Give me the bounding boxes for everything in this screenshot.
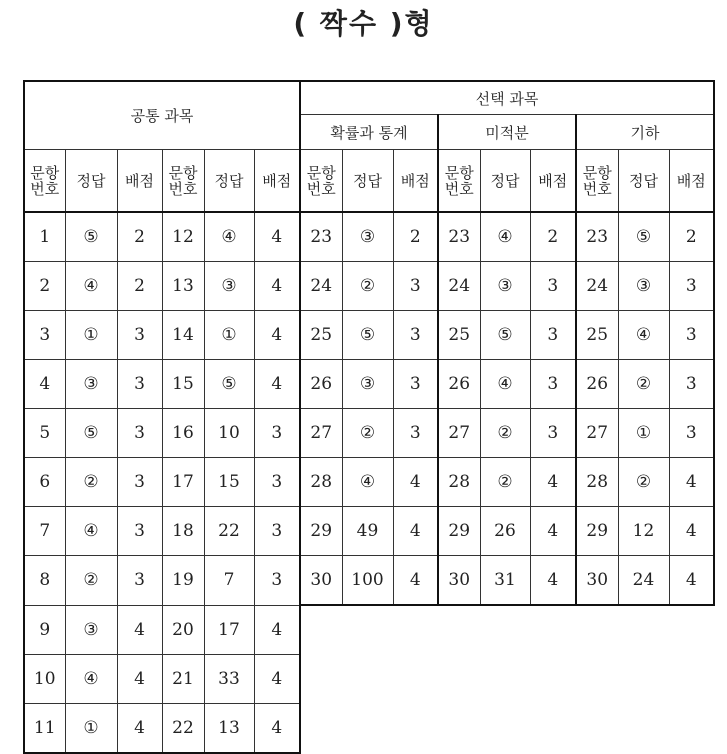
- common-answer-cell: 33: [204, 654, 254, 703]
- common-answer-cell: ④: [65, 262, 117, 311]
- elective-answer-cell: ④: [618, 311, 669, 360]
- elective-answer-cell: ③: [618, 262, 669, 311]
- common-number-cell: 7: [24, 507, 65, 556]
- common-points-cell: 3: [254, 556, 300, 606]
- table-row: [24, 311, 714, 360]
- elective-answer-cell: ④: [480, 360, 530, 409]
- empty-cell: [393, 654, 438, 703]
- column-header-answer: 정답: [342, 150, 393, 213]
- common-points-cell: 4: [254, 654, 300, 703]
- common-answer-cell: ①: [65, 703, 117, 753]
- elective-answer-cell: ②: [618, 458, 669, 507]
- common-number-cell: 18: [162, 507, 204, 556]
- elective-number-cell: 29: [576, 507, 618, 556]
- common-number-cell: 10: [24, 654, 65, 703]
- elective-answer-cell: ②: [342, 262, 393, 311]
- common-number-cell: 22: [162, 703, 204, 753]
- common-points-cell: 4: [117, 654, 162, 703]
- empty-cell: [669, 703, 714, 753]
- common-points-cell: 3: [254, 409, 300, 458]
- elective-answer-cell: ②: [480, 409, 530, 458]
- elective-points-cell: 2: [393, 212, 438, 262]
- empty-cell: [393, 605, 438, 654]
- common-answer-cell: ②: [65, 556, 117, 606]
- elective-answer-cell: 12: [618, 507, 669, 556]
- column-header-number: 문항 번호: [162, 150, 204, 213]
- elective-points-cell: 3: [669, 360, 714, 409]
- empty-cell: [393, 703, 438, 753]
- common-answer-cell: ①: [65, 311, 117, 360]
- elective-number-cell: 30: [300, 556, 342, 606]
- elective-points-cell: 3: [393, 262, 438, 311]
- common-answer-cell: ⑤: [65, 409, 117, 458]
- elective-number-cell: 27: [438, 409, 480, 458]
- common-points-cell: 4: [254, 311, 300, 360]
- column-header-number: 문항 번호: [438, 150, 480, 213]
- common-points-cell: 2: [117, 262, 162, 311]
- elective-number-cell: 28: [576, 458, 618, 507]
- table-row: [24, 360, 714, 409]
- elective-points-cell: 4: [530, 556, 576, 606]
- column-header-answer: 정답: [65, 150, 117, 213]
- common-number-cell: 13: [162, 262, 204, 311]
- common-number-cell: 3: [24, 311, 65, 360]
- empty-cell: [300, 703, 342, 753]
- common-answer-cell: ④: [65, 654, 117, 703]
- common-number-cell: 9: [24, 605, 65, 654]
- common-points-cell: 3: [117, 458, 162, 507]
- elective-points-cell: 4: [393, 556, 438, 606]
- common-number-cell: 2: [24, 262, 65, 311]
- common-number-cell: 20: [162, 605, 204, 654]
- elective-number-cell: 28: [300, 458, 342, 507]
- empty-cell: [618, 654, 669, 703]
- common-answer-cell: 7: [204, 556, 254, 606]
- elective-number-cell: 30: [438, 556, 480, 606]
- column-header-points: 배점: [530, 150, 576, 213]
- elective-number-cell: 30: [576, 556, 618, 606]
- elective-number-cell: 24: [576, 262, 618, 311]
- common-points-cell: 2: [117, 212, 162, 262]
- column-header-answer: 정답: [204, 150, 254, 213]
- common-answer-cell: ③: [65, 605, 117, 654]
- common-points-cell: 3: [117, 360, 162, 409]
- elective-number-cell: 29: [438, 507, 480, 556]
- empty-cell: [618, 605, 669, 654]
- table-row: [24, 703, 714, 753]
- elective-number-cell: 27: [576, 409, 618, 458]
- common-points-cell: 4: [117, 605, 162, 654]
- elective-subject-header: 선택 과목: [300, 81, 714, 115]
- elective-answer-cell: 24: [618, 556, 669, 606]
- elective-answer-cell: ③: [342, 212, 393, 262]
- column-header-points: 배점: [669, 150, 714, 213]
- common-answer-cell: 10: [204, 409, 254, 458]
- elective-answer-cell: ③: [342, 360, 393, 409]
- table-row: [24, 507, 714, 556]
- common-number-cell: 12: [162, 212, 204, 262]
- elective-answer-cell: ②: [618, 360, 669, 409]
- elective-points-cell: 3: [393, 360, 438, 409]
- common-answer-cell: ③: [65, 360, 117, 409]
- elective-number-cell: 29: [300, 507, 342, 556]
- elective-number-cell: 28: [438, 458, 480, 507]
- common-answer-cell: ④: [204, 212, 254, 262]
- empty-cell: [300, 654, 342, 703]
- column-header-answer: 정답: [480, 150, 530, 213]
- subject-header-geometry: 기하: [576, 115, 714, 150]
- elective-points-cell: 4: [669, 507, 714, 556]
- column-header-number: 문항 번호: [300, 150, 342, 213]
- answer-key-table: [23, 80, 715, 754]
- elective-answer-cell: 100: [342, 556, 393, 606]
- elective-points-cell: 4: [530, 507, 576, 556]
- elective-answer-cell: ②: [342, 409, 393, 458]
- common-answer-cell: ⑤: [204, 360, 254, 409]
- common-answer-cell: ③: [204, 262, 254, 311]
- common-points-cell: 3: [117, 556, 162, 606]
- elective-points-cell: 4: [669, 556, 714, 606]
- common-points-cell: 3: [254, 458, 300, 507]
- empty-cell: [576, 703, 618, 753]
- elective-answer-cell: 49: [342, 507, 393, 556]
- elective-answer-cell: ⑤: [480, 311, 530, 360]
- elective-answer-cell: ④: [480, 212, 530, 262]
- elective-answer-cell: ③: [480, 262, 530, 311]
- empty-cell: [530, 605, 576, 654]
- common-answer-cell: 17: [204, 605, 254, 654]
- elective-number-cell: 23: [438, 212, 480, 262]
- elective-number-cell: 25: [300, 311, 342, 360]
- empty-cell: [618, 703, 669, 753]
- table-row: [24, 262, 714, 311]
- empty-cell: [480, 703, 530, 753]
- common-number-cell: 11: [24, 703, 65, 753]
- elective-number-cell: 24: [300, 262, 342, 311]
- common-points-cell: 4: [254, 262, 300, 311]
- empty-cell: [669, 654, 714, 703]
- elective-answer-cell: ②: [480, 458, 530, 507]
- common-points-cell: 3: [254, 507, 300, 556]
- column-header-number: 문항 번호: [24, 150, 65, 213]
- elective-number-cell: 26: [576, 360, 618, 409]
- common-points-cell: 3: [117, 311, 162, 360]
- column-header-answer: 정답: [618, 150, 669, 213]
- elective-points-cell: 3: [530, 409, 576, 458]
- elective-points-cell: 3: [669, 311, 714, 360]
- elective-number-cell: 27: [300, 409, 342, 458]
- elective-points-cell: 3: [530, 262, 576, 311]
- common-points-cell: 4: [254, 703, 300, 753]
- common-points-cell: 4: [117, 703, 162, 753]
- elective-points-cell: 3: [530, 311, 576, 360]
- table-row: [24, 556, 714, 606]
- common-answer-cell: ⑤: [65, 212, 117, 262]
- subject-header-probability: 확률과 통계: [300, 115, 438, 150]
- elective-answer-cell: ⑤: [618, 212, 669, 262]
- elective-number-cell: 25: [576, 311, 618, 360]
- common-number-cell: 1: [24, 212, 65, 262]
- elective-answer-cell: ⑤: [342, 311, 393, 360]
- empty-cell: [438, 605, 480, 654]
- common-answer-cell: ②: [65, 458, 117, 507]
- column-header-number: 문항 번호: [576, 150, 618, 213]
- table-row: [24, 605, 714, 654]
- elective-points-cell: 4: [393, 458, 438, 507]
- table-row: [24, 654, 714, 703]
- elective-answer-cell: 31: [480, 556, 530, 606]
- elective-points-cell: 3: [393, 409, 438, 458]
- empty-cell: [530, 703, 576, 753]
- common-points-cell: 4: [254, 212, 300, 262]
- empty-cell: [300, 605, 342, 654]
- common-points-cell: 4: [254, 605, 300, 654]
- elective-answer-cell: ①: [618, 409, 669, 458]
- empty-cell: [342, 703, 393, 753]
- column-header-points: 배점: [117, 150, 162, 213]
- table-row: [24, 409, 714, 458]
- common-number-cell: 15: [162, 360, 204, 409]
- common-answer-cell: 13: [204, 703, 254, 753]
- common-number-cell: 16: [162, 409, 204, 458]
- table-row: [24, 458, 714, 507]
- table-row: [24, 212, 714, 262]
- elective-number-cell: 24: [438, 262, 480, 311]
- column-header-points: 배점: [254, 150, 300, 213]
- empty-cell: [576, 654, 618, 703]
- empty-cell: [530, 654, 576, 703]
- common-number-cell: 6: [24, 458, 65, 507]
- subject-header-calculus: 미적분: [438, 115, 576, 150]
- empty-cell: [438, 703, 480, 753]
- elective-number-cell: 26: [438, 360, 480, 409]
- elective-answer-cell: 26: [480, 507, 530, 556]
- empty-cell: [576, 605, 618, 654]
- common-subject-header: 공통 과목: [24, 81, 300, 150]
- empty-cell: [342, 605, 393, 654]
- common-answer-cell: 15: [204, 458, 254, 507]
- common-points-cell: 4: [254, 360, 300, 409]
- page-title: ( 짝수 )형: [293, 7, 434, 40]
- common-number-cell: 21: [162, 654, 204, 703]
- elective-number-cell: 23: [300, 212, 342, 262]
- elective-points-cell: 4: [530, 458, 576, 507]
- elective-points-cell: 4: [393, 507, 438, 556]
- common-number-cell: 14: [162, 311, 204, 360]
- common-number-cell: 17: [162, 458, 204, 507]
- common-number-cell: 5: [24, 409, 65, 458]
- common-number-cell: 19: [162, 556, 204, 606]
- common-number-cell: 4: [24, 360, 65, 409]
- elective-points-cell: 3: [530, 360, 576, 409]
- elective-answer-cell: ④: [342, 458, 393, 507]
- elective-points-cell: 3: [669, 409, 714, 458]
- elective-number-cell: 26: [300, 360, 342, 409]
- common-answer-cell: ①: [204, 311, 254, 360]
- elective-points-cell: 2: [530, 212, 576, 262]
- elective-points-cell: 3: [669, 262, 714, 311]
- common-points-cell: 3: [117, 507, 162, 556]
- empty-cell: [342, 654, 393, 703]
- elective-points-cell: 2: [669, 212, 714, 262]
- empty-cell: [480, 605, 530, 654]
- common-points-cell: 3: [117, 409, 162, 458]
- elective-points-cell: 4: [669, 458, 714, 507]
- elective-number-cell: 23: [576, 212, 618, 262]
- empty-cell: [438, 654, 480, 703]
- common-answer-cell: 22: [204, 507, 254, 556]
- elective-points-cell: 3: [393, 311, 438, 360]
- empty-cell: [669, 605, 714, 654]
- common-answer-cell: ④: [65, 507, 117, 556]
- elective-number-cell: 25: [438, 311, 480, 360]
- column-header-points: 배점: [393, 150, 438, 213]
- empty-cell: [480, 654, 530, 703]
- common-number-cell: 8: [24, 556, 65, 606]
